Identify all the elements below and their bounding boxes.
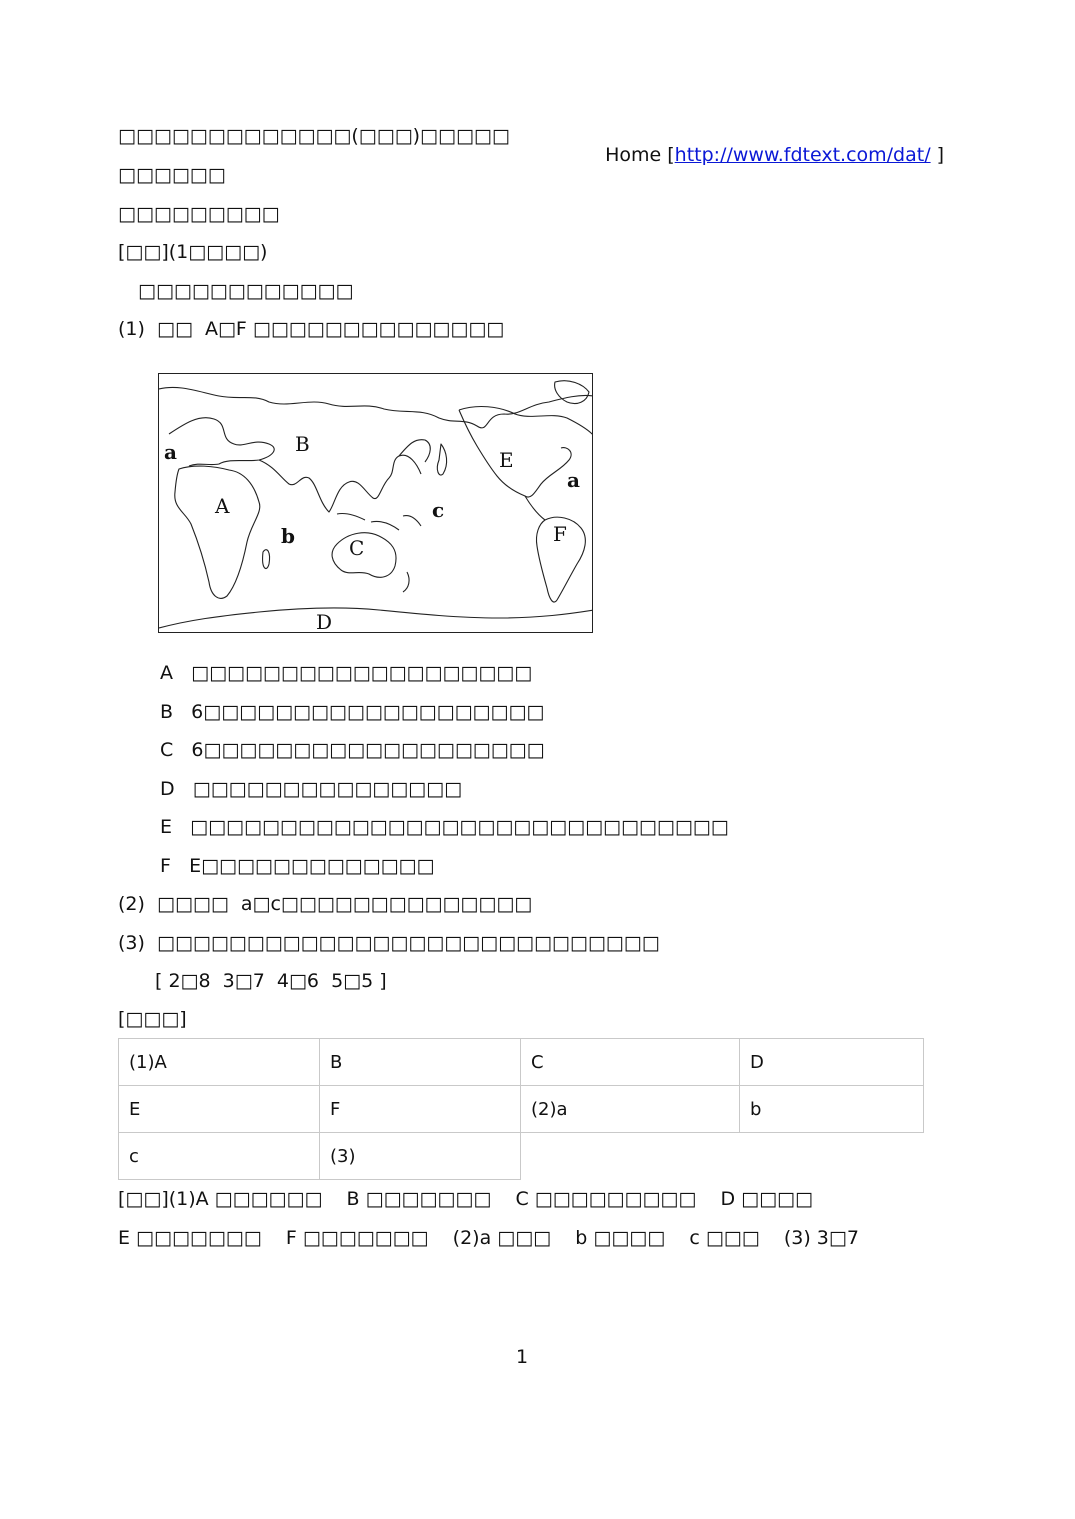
answer-cell[interactable]: B <box>320 1039 521 1086</box>
map-label-e: E <box>499 448 514 472</box>
option-d <box>160 780 462 799</box>
answer-cell[interactable]: F <box>320 1086 521 1133</box>
map-label-c-lower: c <box>432 498 445 522</box>
answer-cell[interactable]: (1)A <box>119 1039 320 1086</box>
table-row <box>119 1039 924 1086</box>
answer-cell[interactable]: D <box>740 1039 924 1086</box>
answer-heading: [□□□] <box>118 1008 187 1030</box>
question-3: (3) □□□□□□□□□□□□□□□□□□□□□□□□□□□□ <box>118 932 660 954</box>
option-letter: E <box>160 816 173 838</box>
option-b <box>160 703 544 722</box>
option-a <box>160 664 532 683</box>
option-letter: F <box>160 855 171 877</box>
option-text: E□□□□□□□□□□□□□ <box>189 855 435 877</box>
table-row <box>119 1133 924 1180</box>
option-c <box>160 741 545 760</box>
table-row <box>119 1086 924 1133</box>
home-label: Home [ <box>605 144 675 166</box>
answer-cell[interactable]: (3) <box>320 1133 521 1180</box>
option-letter: C <box>160 739 174 761</box>
option-letter: B <box>160 701 174 723</box>
explanation-line-2: E □□□□□□□ F □□□□□□□ (2)a □□□ b □□□□ c □□□ (3) 3□7 <box>118 1227 859 1249</box>
map-label-c-upper: C <box>349 536 365 560</box>
world-map <box>158 373 593 633</box>
option-text: 6□□□□□□□□□□□□□□□□□□□ <box>191 739 545 761</box>
map-label-b-upper: B <box>295 432 310 456</box>
problem-intro: □□□□□□□□□□□□ <box>138 280 354 302</box>
option-letter: A <box>160 662 173 684</box>
answer-cell[interactable]: C <box>521 1039 740 1086</box>
map-label-f: F <box>553 522 567 546</box>
answer-cell[interactable]: c <box>119 1133 320 1180</box>
header-home <box>593 127 944 165</box>
question-3-choices: [ 2□8 3□7 4□6 5□5 ] <box>155 970 387 992</box>
answer-table <box>118 1038 924 1180</box>
map-label-a-right: a <box>567 468 580 492</box>
map-label-d: D <box>316 610 333 633</box>
empty-cell <box>740 1133 924 1180</box>
problem-tag: [□□](1□□□□) <box>118 241 268 263</box>
map-label-b-lower: b <box>281 524 295 548</box>
option-text: □□□□□□□□□□□□□□□ <box>192 778 463 800</box>
option-text: □□□□□□□□□□□□□□□□□□□□□□□□□□□□□□ <box>190 816 729 838</box>
question-2: (2) □□□□ a□c□□□□□□□□□□□□□□ <box>118 893 533 915</box>
option-f <box>160 857 434 876</box>
header-title: □□□□□□□□□□□□□(□□□)□□□□□ <box>118 125 510 147</box>
question-1: (1) □□ A□F □□□□□□□□□□□□□□ <box>118 318 505 340</box>
empty-cell <box>521 1133 740 1180</box>
answer-cell[interactable]: E <box>119 1086 320 1133</box>
option-text: □□□□□□□□□□□□□□□□□□□ <box>191 662 533 684</box>
subtitle-line: □□□□□□ <box>118 164 226 186</box>
home-link[interactable]: http://www.fdtext.com/dat/ <box>674 144 931 166</box>
option-text: 6□□□□□□□□□□□□□□□□□□□ <box>191 701 545 723</box>
map-label-a-left: a <box>164 440 177 464</box>
answer-cell[interactable]: (2)a <box>521 1086 740 1133</box>
home-close: ] <box>930 144 945 166</box>
explanation-line-1: [□□](1)A □□□□□□ B □□□□□□□ C □□□□□□□□□ D □□□□ <box>118 1188 813 1210</box>
option-letter: D <box>160 778 175 800</box>
page-number: 1 <box>516 1346 529 1368</box>
map-label-a-upper: A <box>215 494 230 518</box>
option-e <box>160 818 729 837</box>
section-line: □□□□□□□□□ <box>118 203 280 225</box>
answer-cell[interactable]: b <box>740 1086 924 1133</box>
